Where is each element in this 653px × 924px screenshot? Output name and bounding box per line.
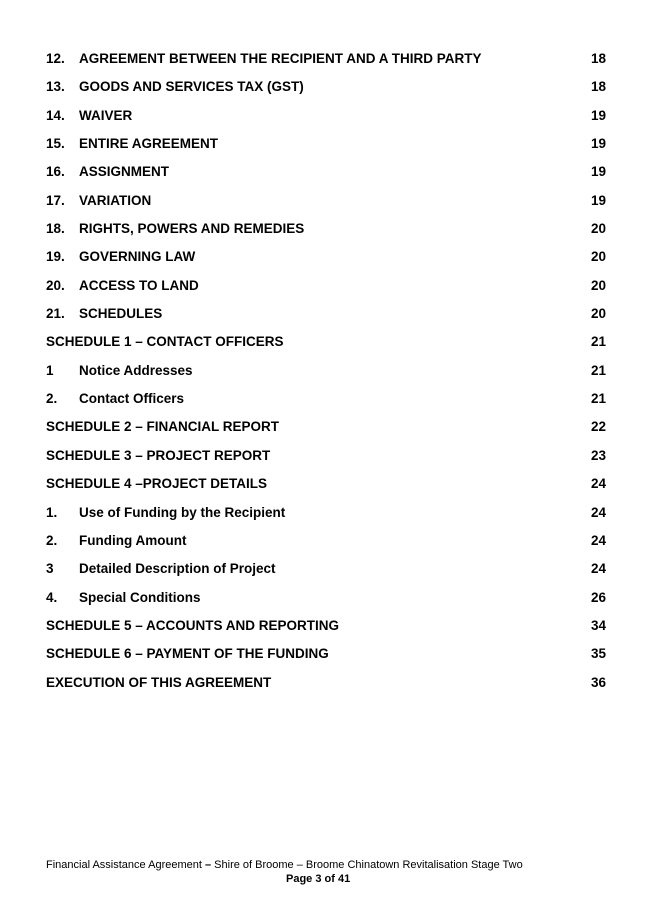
toc-entry-page: 24 (590, 476, 606, 492)
toc-schedule-entry[interactable] (46, 674, 606, 702)
toc-entry-page: 23 (590, 447, 606, 463)
toc-schedule-entry[interactable] (46, 617, 606, 645)
toc-entry-number: 13. (46, 79, 65, 95)
toc-entry-title: Funding Amount (79, 532, 187, 548)
toc-entry-page: 20 (590, 221, 606, 237)
toc-entry-page: 36 (590, 674, 606, 690)
toc-entry-number: 21. (46, 306, 65, 322)
toc-entry[interactable] (46, 220, 606, 248)
toc-entry[interactable] (46, 50, 606, 78)
toc-entry-title: SCHEDULE 2 – FINANCIAL REPORT (46, 419, 280, 435)
toc-schedule-entry[interactable] (46, 645, 606, 673)
toc-schedule-entry[interactable] (46, 418, 606, 446)
page-footer (46, 858, 606, 885)
toc-entry-title: Contact Officers (79, 391, 185, 407)
toc-entry-page: 19 (590, 136, 606, 152)
toc-entry-page: 26 (590, 589, 606, 605)
toc-entry-title: Use of Funding by the Recipient (79, 504, 286, 520)
toc-entry-title: SCHEDULES (79, 306, 163, 322)
footer-separator: – (204, 859, 212, 871)
toc-entry[interactable] (46, 107, 606, 135)
toc-entry-title: SCHEDULE 3 – PROJECT REPORT (46, 447, 271, 463)
toc-entry-page: 35 (590, 646, 606, 662)
toc-entry-title: GOVERNING LAW (79, 249, 196, 265)
toc-entry-page: 21 (590, 391, 606, 407)
toc-entry-title: SCHEDULE 1 – CONTACT OFFICERS (46, 334, 284, 350)
toc-entry-page: 21 (590, 362, 606, 378)
toc-entry-title: GOODS AND SERVICES TAX (GST) (79, 79, 304, 95)
footer-document-title (46, 858, 606, 872)
toc-entry-title: RIGHTS, POWERS AND REMEDIES (79, 221, 305, 237)
toc-entry-page: 22 (590, 419, 606, 435)
toc-entry-title: ACCESS TO LAND (79, 277, 199, 293)
toc-entry-title: Special Conditions (79, 589, 201, 605)
toc-entry[interactable] (46, 78, 606, 106)
toc-entry-title: Detailed Description of Project (79, 561, 276, 577)
toc-entry-title: EXECUTION OF THIS AGREEMENT (46, 674, 272, 690)
footer-title-part: Financial Assistance Agreement (46, 859, 205, 871)
toc-entry-title: VARIATION (79, 192, 152, 208)
toc-entry[interactable] (46, 163, 606, 191)
toc-entry[interactable] (46, 305, 606, 333)
toc-entry-number: 12. (46, 51, 65, 66)
toc-entry-title: AGREEMENT BETWEEN THE RECIPIENT AND A THIRD PARTY (79, 51, 482, 66)
toc-entry-page: 19 (590, 107, 606, 123)
footer-title-part: Shire of Broome – Broome Chinatown Revitalisation Stage Two (211, 859, 523, 871)
toc-entry-page: 24 (590, 532, 606, 548)
toc-entry-number: 17. (46, 192, 65, 208)
toc-entry-number: 2. (46, 391, 58, 407)
toc-entry-title: SCHEDULE 4 –PROJECT DETAILS (46, 476, 268, 492)
toc-entry-number: 1 (46, 362, 54, 378)
toc-entry-title: Notice Addresses (79, 362, 193, 378)
toc-entry[interactable] (46, 362, 606, 390)
toc-entry-page: 19 (590, 164, 606, 180)
toc-entry[interactable] (46, 135, 606, 163)
toc-entry-number: 15. (46, 136, 65, 152)
toc-entry-number: 2. (46, 532, 58, 548)
toc-entry[interactable] (46, 192, 606, 220)
toc-entry-page: 24 (590, 504, 606, 520)
toc-entry-page: 20 (590, 306, 606, 322)
toc-entry-title: ENTIRE AGREEMENT (79, 136, 219, 152)
toc-entry[interactable] (46, 560, 606, 588)
toc-entry-page: 18 (590, 79, 606, 95)
toc-entry[interactable] (46, 248, 606, 276)
toc-entry-number: 18. (46, 221, 65, 237)
toc-entry-page: 34 (590, 617, 606, 633)
toc-entry-title: SCHEDULE 6 – PAYMENT OF THE FUNDING (46, 646, 329, 662)
toc-entry[interactable] (46, 277, 606, 305)
toc-entry-number: 16. (46, 164, 65, 180)
toc-entry-number: 14. (46, 107, 65, 123)
toc-entry-number: 3 (46, 561, 54, 577)
toc-schedule-entry[interactable] (46, 333, 606, 361)
toc-entry-number: 4. (46, 589, 58, 605)
toc-entry-page: 24 (590, 561, 606, 577)
toc-entry[interactable] (46, 390, 606, 418)
toc-entry-page: 20 (590, 249, 606, 265)
toc-entry-page: 19 (590, 192, 606, 208)
page-number: Page 3 of 41 (286, 873, 351, 885)
toc-entry-page: 20 (590, 277, 606, 293)
toc-entry-title: SCHEDULE 5 – ACCOUNTS AND REPORTING (46, 617, 340, 633)
toc-entry[interactable] (46, 504, 606, 532)
toc-entry-number: 1. (46, 504, 58, 520)
toc-entry[interactable] (46, 589, 606, 617)
toc-entry-number: 20. (46, 277, 65, 293)
toc-entry-number: 19. (46, 249, 65, 265)
toc-schedule-entry[interactable] (46, 475, 606, 503)
toc-entry-page: 18 (590, 51, 606, 66)
toc-schedule-entry[interactable] (46, 447, 606, 475)
toc-entry-title: ASSIGNMENT (79, 164, 170, 180)
toc-entry-title: WAIVER (79, 107, 133, 123)
toc-entry[interactable] (46, 532, 606, 560)
toc-entry-page: 21 (590, 334, 606, 350)
table-of-contents (46, 50, 606, 702)
